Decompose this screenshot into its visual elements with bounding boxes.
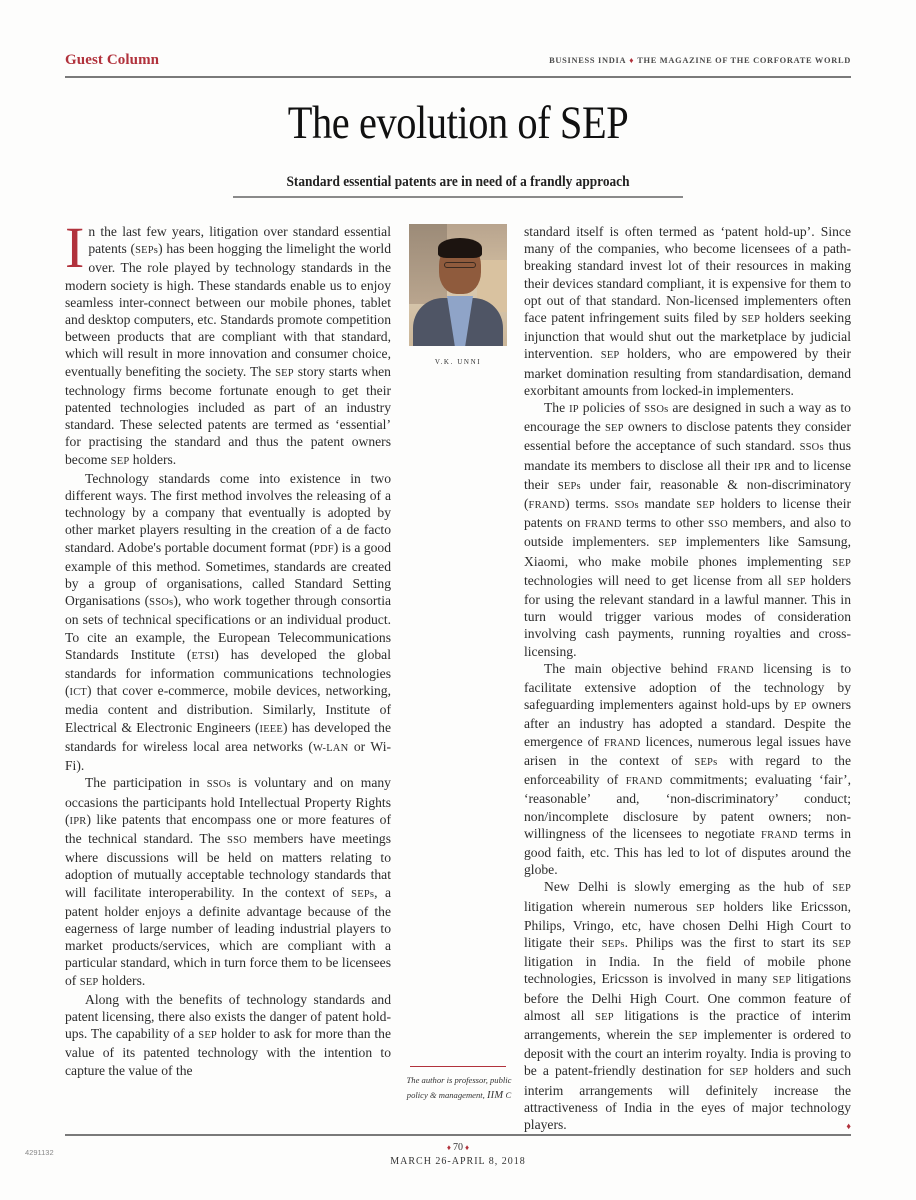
masthead-tagline: THE MAGAZINE OF THE CORFORATE WORLD bbox=[637, 56, 851, 65]
end-mark-icon: ♦ bbox=[846, 1120, 851, 1131]
masthead-publication: BUSINESS INDIA bbox=[549, 56, 627, 65]
paragraph: The IP policies of SSOs are designed in such a way as to encourage the SEP owners to disclose patents they consider essential before the acceptance of such standard. SSOs thus mandate its members to disclose all their IPR and to license their SEPs under fair, reasonable & non-discriminatory (FRAND) terms. SSOs mandate SEP holders to license their patents on FRAND terms to other SSO members, and also to outside implementers. SEP implementers like Samsung, Xiaomi, who make mobile phones implementing SEP technologies will need to get license from all SEP holders for using the relevant standard in a lawful manner. This in turn would trigger various modes of consideration involving cash payments, running royalties and cross-licensing. bbox=[524, 400, 852, 659]
issue-date: MARCH 26-APRIL 8, 2018 bbox=[390, 1156, 526, 1167]
paragraph: New Delhi is slowly emerging as the hub of SEP litigation wherein numerous SEP holders like Ericsson, Philips, Vringo, etc, have chosen Delhi High Court to litigate their SEPs. Philips was the first to start its SEP litigation in India. In the field of mobile phone technologies, Ericsson is involved in many SEP litigations before the Delhi High Court. One common feature of almost all SEP litigations is the practice of interim arrangements, wherein the SEP implementer is ordered to deposit with the court an interim royalty. India is proving to be a patent-friendly destination for SEP holders and such interim arrangements will definitely increase the attractiveness of India in the eyes of major technology players. ♦ bbox=[524, 878, 851, 1133]
author-name: V.K. UNNI bbox=[434, 358, 482, 366]
drop-cap: I bbox=[65, 215, 85, 280]
diamond-icon: ♦ bbox=[629, 56, 635, 65]
paragraph: standard itself is often termed as ‘patent hold-up’. Since many of the companies, who become licensees of a path-breaking standard invest lot of their resources in making their devices standard compliant, it is expensive for them to opt out of that standard. Non-licensed implementers often face patent infringement suits filed by SEP holders seeking injunction that would shut out the marketplace by judicial intervention. SEP holders, who are empowered by their market domination resulting from standardisation, demand exorbitant amounts from locked-in implementers. bbox=[524, 224, 851, 398]
article-subtitle: Standard essential patents are in need of a frandly approach bbox=[286, 174, 630, 190]
author-note: The author is professor, public policy & management, IIM C bbox=[406, 1075, 512, 1101]
author-photo bbox=[409, 224, 507, 346]
page-header bbox=[65, 52, 851, 68]
author-note-rule bbox=[410, 1066, 506, 1067]
article-column-left bbox=[65, 215, 392, 1079]
masthead bbox=[549, 56, 851, 65]
page-code: 4291132 bbox=[25, 1148, 54, 1157]
paragraph: The main objective behind FRAND licensing is to facilitate extensive adoption of the technology by safeguarding implementers against hold-ups by EP owners after an industry has adopted a standard. Despite the emergence of FRAND licences, numerous legal issues have arisen in the context of SEPs with regard to the enforceability of FRAND commitments; evaluating ‘fair’, ‘reasonable’ and, ‘non-discriminatory’ conduct; non/incomplete disclosure by patent owners; non-willingness of the licensees to negotiate FRAND terms in good faith, etc. This has led to lot of disputes around the globe. bbox=[524, 660, 852, 878]
diamond-icon: ♦ bbox=[465, 1143, 470, 1152]
paragraph: In the last few years, litigation over standard essential patents (SEPs) has been hogging the limelight the world over. The role played by technology standards in the modern society is high. These standards enable us to enjoy seamless inter-connect between our mobile phones, tablet and desktop computers, etc. Standards promote competition between products that are compliant with that standard, which will result in more innovation and consumer choice, eventually benefiting the society. The SEP story starts when technology firms become fortunate enough to get their patented technologies included as part of an industry standard. These selected patents are termed as ‘essential’ for practising the standard and thus the patent owners become SEP holders. bbox=[65, 215, 392, 467]
article-column-right bbox=[524, 223, 851, 1135]
paragraph: The participation in SSOs is voluntary and on many occasions the participants hold Intellectual Property Rights (IPR) like patents that encompass one or more features of the technical standard. The SSO members have meetings where discussions will be held on matters relating to adoption of mutually acceptable technology standards that will facilitate interoperability. In the context of SEPs, a patent holder enjoys a definite advantage because of the eagerness of large number of leading industrial players to market products/services, which are compliant with a particular standard, which in turn force them to be licensees of SEP holders. bbox=[65, 775, 392, 988]
page-number bbox=[0, 1142, 916, 1153]
paragraph: Along with the benefits of technology standards and patent licensing, there also exists the danger of patent hold-ups. The capability of a SEP holder to ask for more than the value of its patented technology with the intention to capture the value of the bbox=[65, 991, 391, 1078]
article-title: The evolution of SEP bbox=[287, 97, 629, 149]
subtitle-rule bbox=[233, 196, 683, 198]
header-rule bbox=[65, 76, 851, 78]
section-label: Guest Column bbox=[65, 52, 160, 68]
paragraph: Technology standards come into existence in two different ways. The first method involves the releasing of a technology by a company that eventually is adopted by other market players resulting in the creation of a de facto standard. Adobe's portable document format (PDF) is a good example of this method. Sometimes, standards are created by a group of organisations, called Standard Setting Organisations (SSOs), who work together through consortia on sets of technical specifications or an individual product. To cite an example, the European Telecommunications Standards Institute (ETSI) has developed the global standards for information communications technologies (ICT) that cover e-commerce, mobile devices, networking, media content and distribution. Similarly, Institute of Electrical & Electronic Engineers (IEEE) has developed the standards for wireless local area networks (W-LAN or Wi-Fi). bbox=[65, 470, 392, 774]
footer-rule bbox=[65, 1134, 851, 1136]
diamond-icon: ♦ bbox=[446, 1143, 451, 1152]
page-number-value: 70 bbox=[453, 1142, 463, 1153]
